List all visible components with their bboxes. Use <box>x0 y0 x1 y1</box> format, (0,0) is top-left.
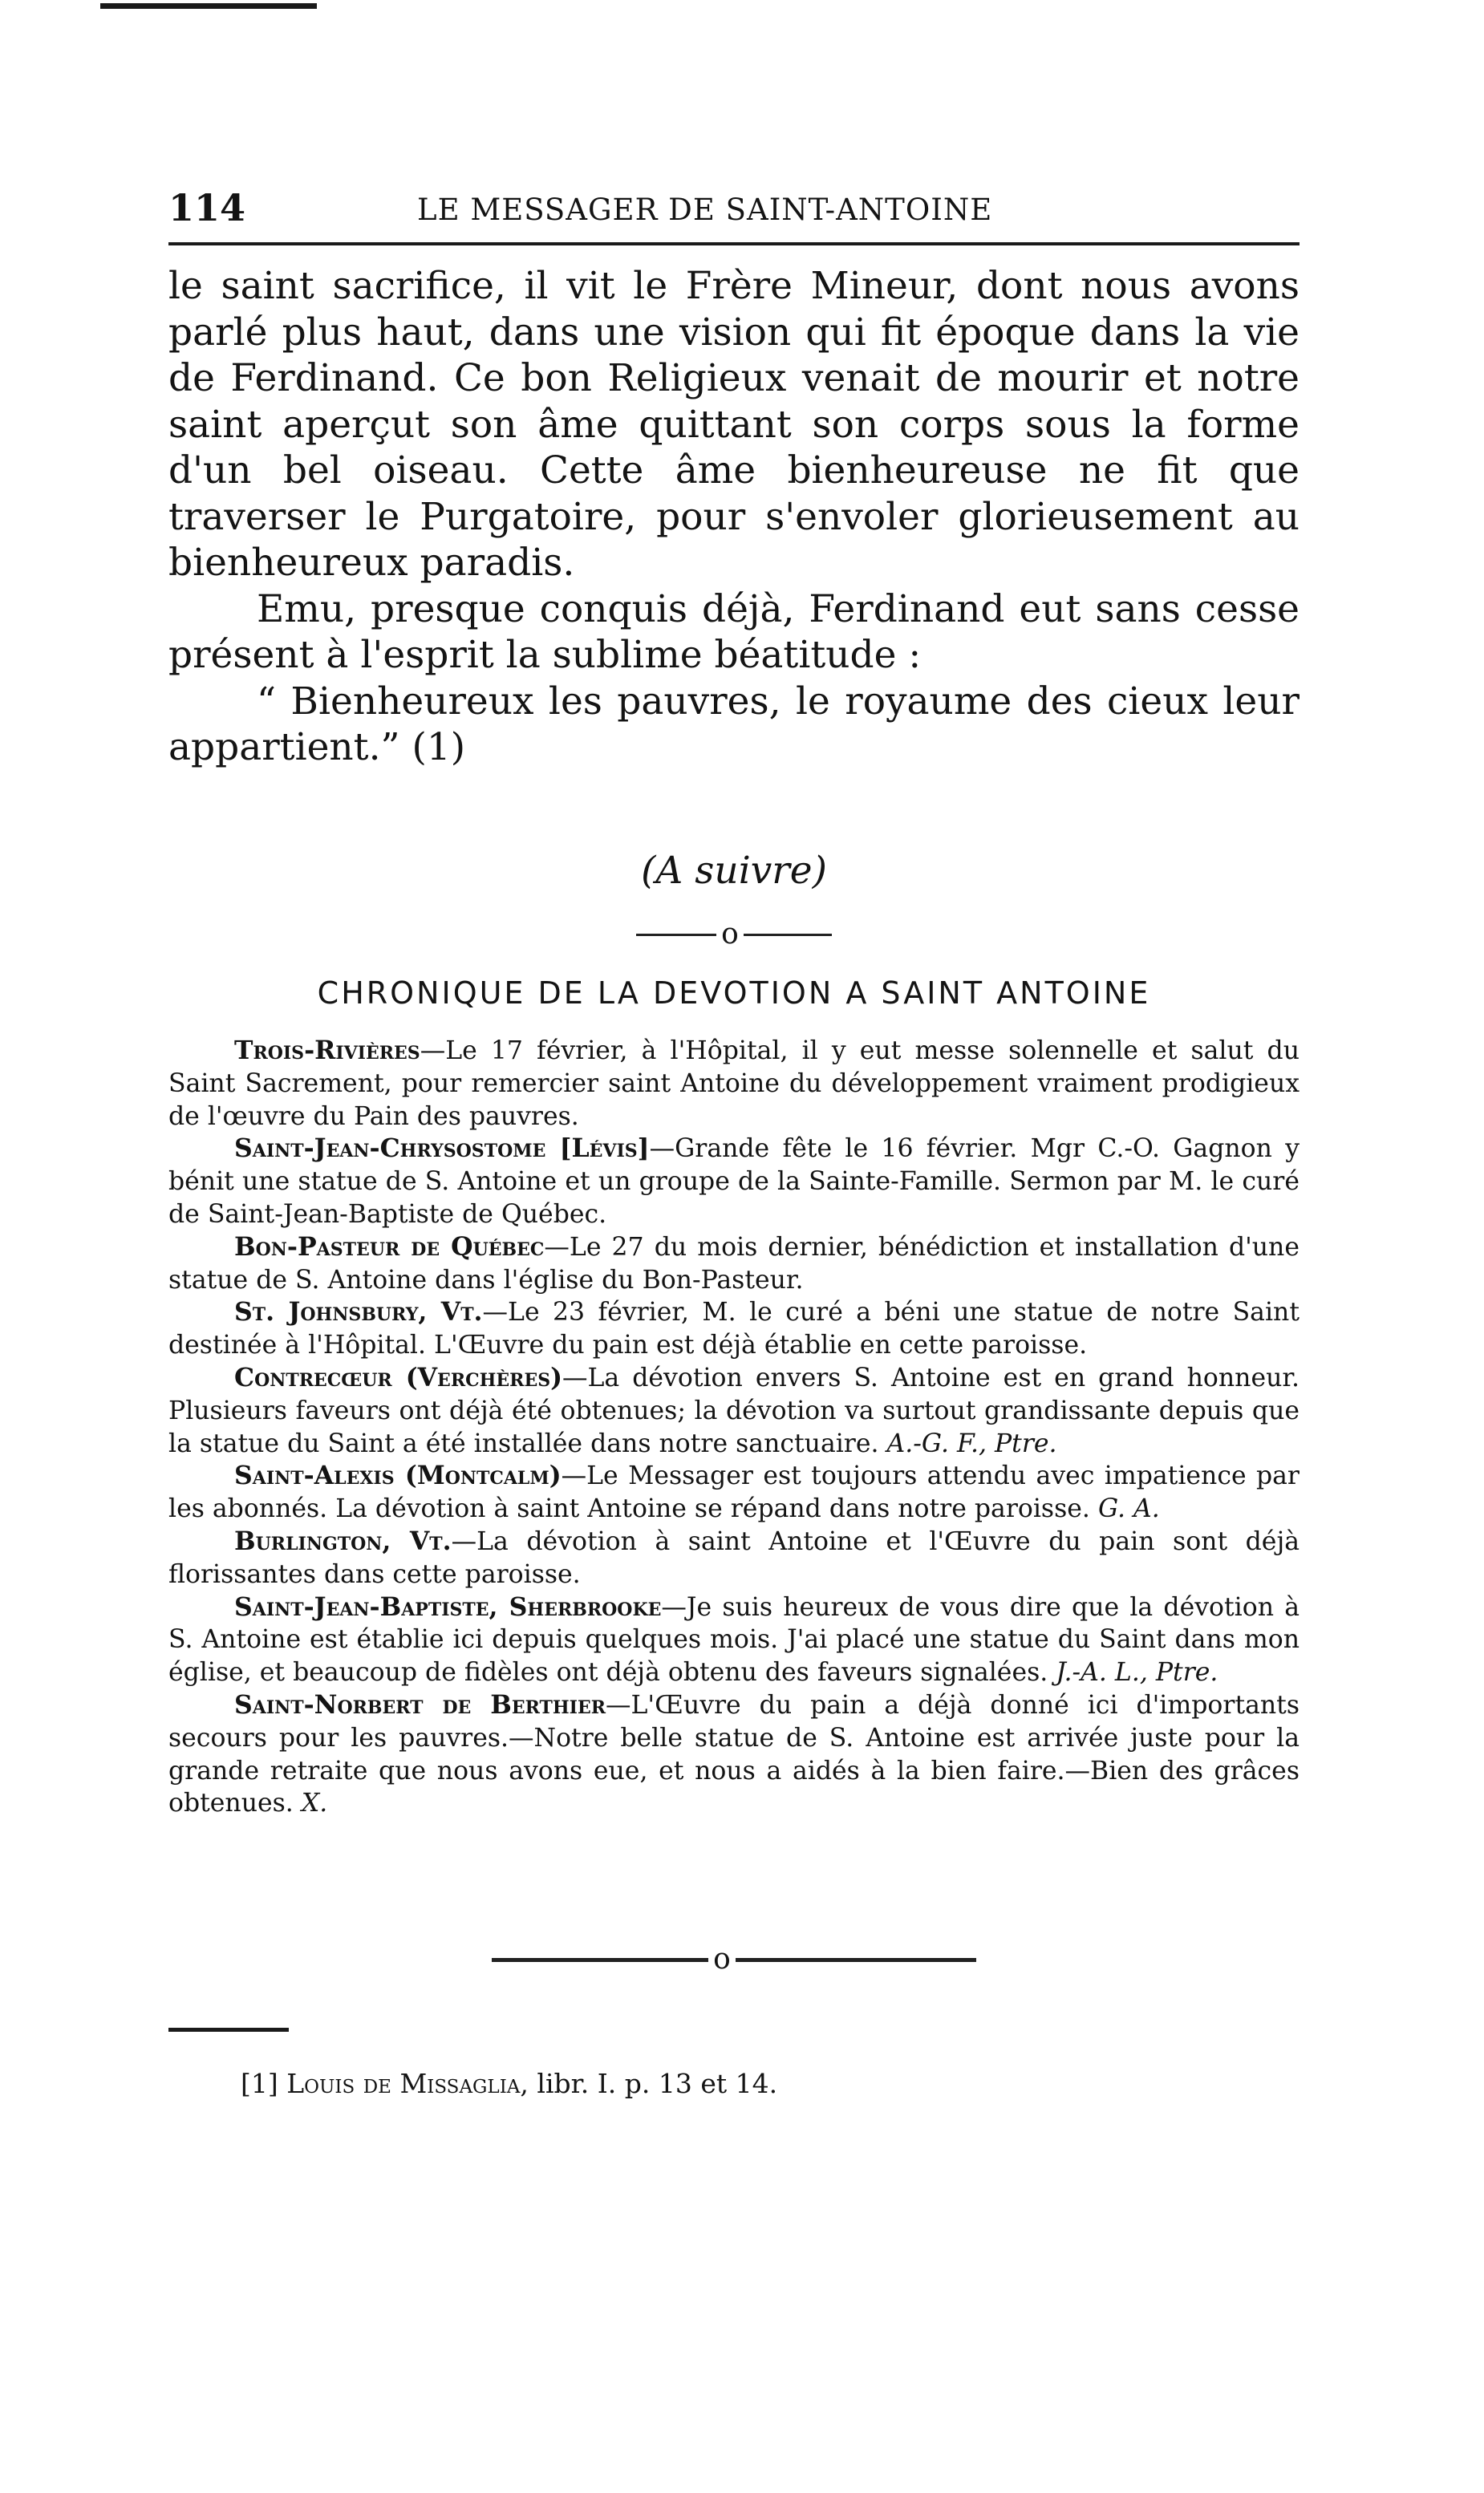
top-edge-rule <box>100 3 317 9</box>
footnote-rule <box>168 2028 289 2032</box>
entry-place: Saint-Jean-Chrysostome [Lévis] <box>234 1133 650 1164</box>
running-header <box>168 186 1300 242</box>
entry-place: Saint-Jean-Baptiste, Sherbrooke <box>234 1591 662 1622</box>
entry-signature: X. <box>301 1789 328 1818</box>
footnote <box>241 2068 777 2099</box>
entry-text: —Le 23 février, M. le curé a béni une statue de notre Saint destinée à l'Hôpital. L'Œuvre du pain est déjà établie en cette paroisse. <box>168 1298 1300 1360</box>
entry-text: —La dévotion envers S. Antoine est en grand honneur. Plusieurs faveurs ont déjà été obtenues; la dévotion va surtout grandissante depuis que la statue du Saint a été installée dans notre sanctuaire. <box>168 1363 1300 1458</box>
paragraph: Emu, presque conquis déjà, Ferdinand eut sans cesse présent à l'esprit la sublime béatitude : <box>168 586 1300 677</box>
separator-line <box>492 1958 708 1962</box>
section-separator <box>168 1943 1300 1976</box>
section-separator <box>168 918 1300 951</box>
chronique-entry <box>168 1689 1300 1820</box>
entry-place: Saint-Norbert de Berthier <box>234 1689 606 1720</box>
body-text <box>168 263 1300 771</box>
entry-signature: A.-G. F., Ptre. <box>886 1429 1057 1458</box>
separator-line <box>744 934 832 936</box>
entry-text: —Le 27 du mois dernier, bénédiction et installation d'une statue de S. Antoine dans l'église du Bon-Pasteur. <box>168 1232 1300 1295</box>
chronique-entry <box>168 1591 1300 1689</box>
separator-ornament: o <box>713 1943 731 1976</box>
chronique-entry <box>168 1231 1300 1297</box>
entry-text: —Grande fête le 16 février. Mgr C.-O. Gagnon y bénit une statue de S. Antoine et un groupe de la Sainte-Famille. Sermon par M. le curé de Saint-Jean-Baptiste de Québec. <box>168 1134 1300 1229</box>
quotation-paragraph: “ Bienheureux les pauvres, le royaume des cieux leur appartient.” (1) <box>168 679 1300 769</box>
chronique-entry <box>168 1460 1300 1526</box>
footnote-author: Louis de Missaglia, <box>286 2068 529 2099</box>
chronique-entry <box>168 1296 1300 1362</box>
chronique-title: CHRONIQUE DE LA DEVOTION A SAINT ANTOINE <box>317 975 1151 1011</box>
chronique-entry <box>168 1362 1300 1460</box>
chronique-entry <box>168 1526 1300 1591</box>
footnote-reference: libr. I. p. 13 et 14. <box>537 2068 778 2099</box>
entry-place: Bon-Pasteur de Québec <box>234 1231 545 1262</box>
entry-place: Burlington, Vt. <box>234 1526 452 1556</box>
entry-text: —La dévotion à saint Antoine et l'Œuvre du pain sont déjà florissantes dans cette paroisse. <box>168 1526 1300 1589</box>
chronique-list <box>168 1035 1300 1820</box>
separator-line <box>636 934 716 936</box>
footnote-marker: [1] <box>241 2068 278 2099</box>
entry-text: —Le Messager est toujours attendu avec impatience par les abonnés. La dévotion à saint Antoine se répand dans notre paroisse. <box>168 1461 1300 1524</box>
separator-ornament: o <box>721 918 739 951</box>
a-suivre-note: (A suivre) <box>641 849 827 893</box>
entry-text: —L'Œuvre du pain a déjà donné ici d'importants secours pour les pauvres.—Notre belle statue de S. Antoine est arrivée juste pour la grande retraite que nous avons eue, et nous a aidés à la bien faire.—Bien des grâces obtenues. <box>168 1690 1300 1818</box>
running-title: LE MESSAGER DE SAINT-ANTOINE <box>417 193 993 227</box>
header-rule <box>168 242 1300 245</box>
separator-line <box>736 1958 976 1962</box>
entry-signature: G. A. <box>1097 1494 1160 1524</box>
entry-text: —Je suis heureux de vous dire que la dévotion à S. Antoine est établie ici depuis quelques mois. J'ai placé une statue du Saint dans mon église, et beaucoup de fidèles ont déjà obtenu des faveurs signalées. <box>168 1592 1300 1688</box>
entry-signature: J.-A. L., Ptre. <box>1056 1658 1218 1688</box>
chronique-entry <box>168 1133 1300 1230</box>
entry-place: Trois-Rivières <box>234 1036 420 1065</box>
paragraph: le saint sacrifice, il vit le Frère Mineur, dont nous avons parlé plus haut, dans une vision qui fit époque dans la vie de Ferdinand. Ce bon Religieux venait de mourir et notre saint aperçut son âme quittant son corps sous la forme d'un bel oiseau. Cette âme bienheureuse ne fit que traverser le Purgatoire, pour s'envoler glorieusement au bienheureux paradis. <box>168 264 1300 585</box>
chronique-entry <box>168 1035 1300 1133</box>
entry-text: —Le 17 février, à l'Hôpital, il y eut messe solennelle et salut du Saint Sacrement, pour remercier saint Antoine du développement vraiment prodigieux de l'œuvre du Pain des pauvres. <box>168 1036 1300 1131</box>
page-number: 114 <box>168 186 246 229</box>
entry-place: Contrecœur (Verchères) <box>234 1362 563 1392</box>
entry-place: Saint-Alexis (Montcalm) <box>234 1461 562 1491</box>
entry-place: St. Johnsbury, Vt. <box>234 1297 483 1328</box>
